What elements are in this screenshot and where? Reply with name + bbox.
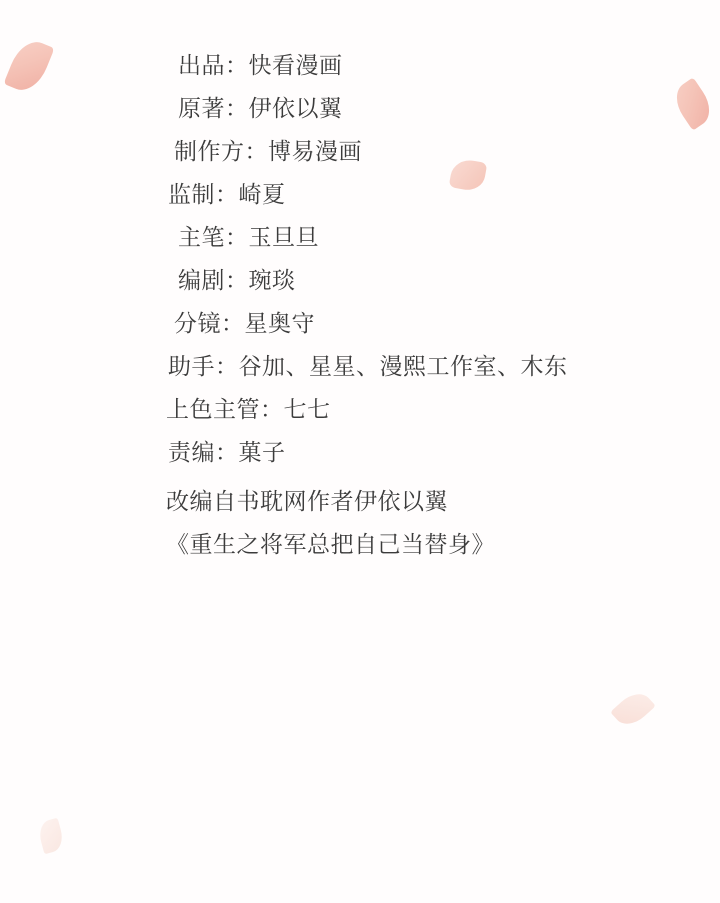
petal-decoration-icon <box>610 687 656 732</box>
credits-list <box>166 44 678 566</box>
credit-value: 崎夏 <box>238 181 286 207</box>
credit-value: 快看漫画 <box>248 52 343 78</box>
credit-label: 监制： <box>168 181 239 207</box>
credit-label: 原著： <box>178 95 249 121</box>
petal-shape <box>610 687 656 732</box>
credit-label: 主笔： <box>178 224 249 250</box>
credit-row-editor <box>168 431 678 474</box>
source-attribution-line-2: 《重生之将军总把自己当替身》 <box>166 531 495 557</box>
credit-label: 助手： <box>168 353 239 379</box>
credit-value: 菓子 <box>238 439 286 465</box>
credit-value: 星奥守 <box>244 310 315 336</box>
credit-value: 琬琰 <box>248 267 296 293</box>
credit-value: 谷加、星星、漫熙工作室、木东 <box>238 353 568 379</box>
credit-row-supervisor <box>168 173 678 216</box>
credit-row-screenwriter <box>178 259 678 302</box>
credit-row-assistants <box>168 345 678 388</box>
credit-row-lead-artist <box>178 216 678 259</box>
credit-value: 七七 <box>283 396 331 422</box>
petal-shape <box>3 36 54 97</box>
petal-decoration-icon <box>3 36 54 97</box>
petal-decoration-icon <box>36 818 66 855</box>
source-attribution <box>166 480 678 566</box>
credit-row-publisher <box>178 44 678 87</box>
credit-label: 上色主管： <box>166 396 284 422</box>
credit-value: 伊依以翼 <box>248 95 343 121</box>
source-attribution-line-1: 改编自书耽网作者伊依以翼 <box>166 488 448 514</box>
credit-value: 博易漫画 <box>268 138 362 164</box>
credit-row-storyboard <box>174 302 678 345</box>
credit-label: 责编： <box>168 439 239 465</box>
credit-label: 编剧： <box>178 267 249 293</box>
credit-row-producer <box>174 130 678 173</box>
petal-shape <box>36 818 66 855</box>
credit-label: 分镜： <box>174 310 245 336</box>
credit-label: 制作方： <box>174 138 268 164</box>
credit-row-color-supervisor <box>166 388 678 431</box>
credit-label: 出品： <box>178 52 249 78</box>
credit-row-original-author <box>178 87 678 130</box>
credit-value: 玉旦旦 <box>248 224 319 250</box>
